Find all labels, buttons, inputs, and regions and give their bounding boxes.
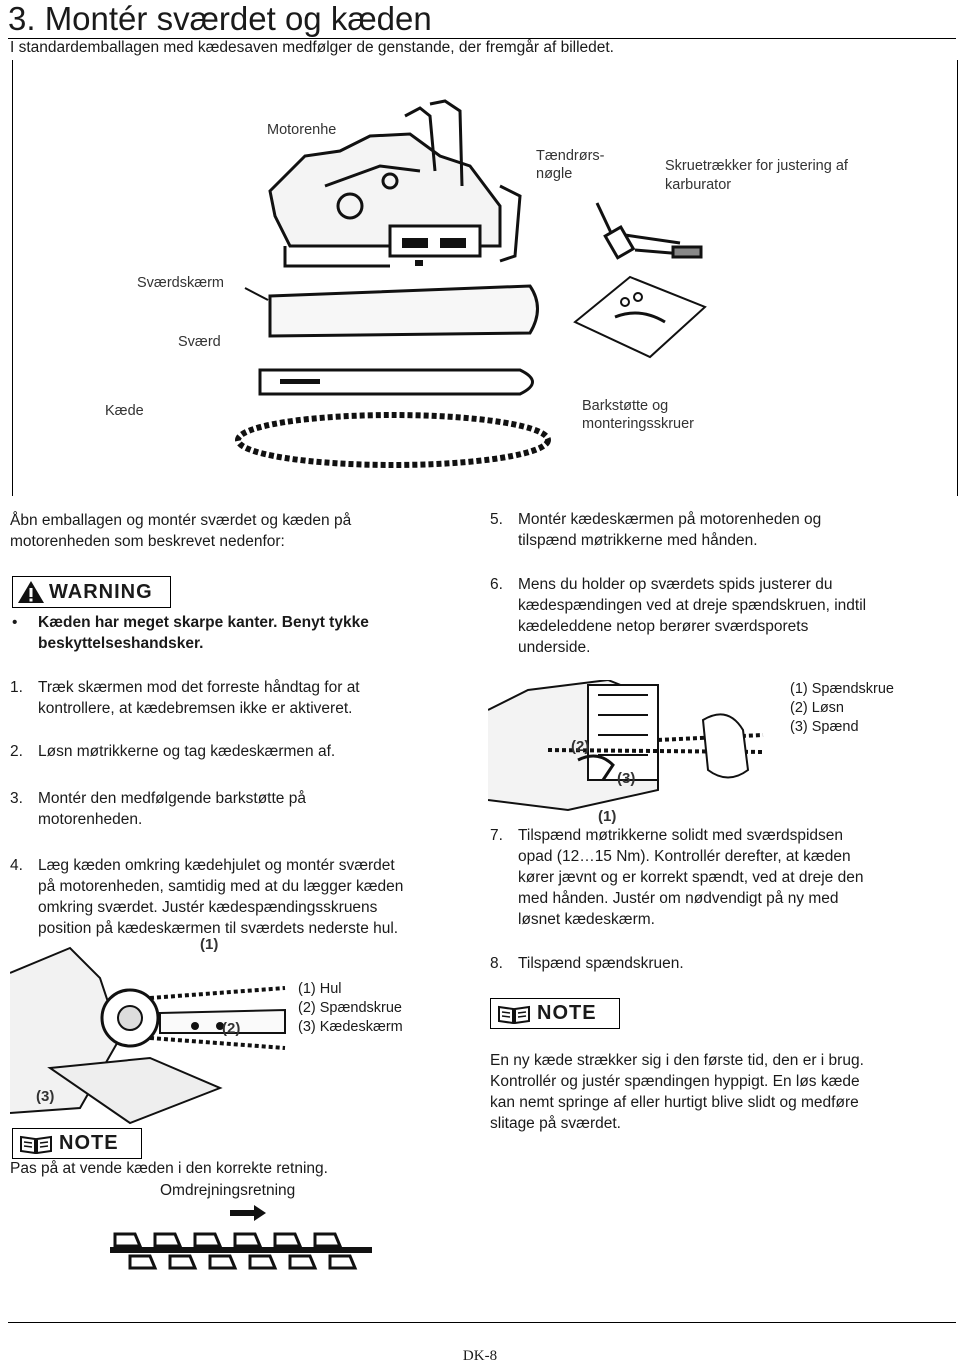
chain-direction-illustration (110, 1226, 372, 1274)
fig2-callout-3: (3) (36, 1088, 55, 1105)
page-number: DK-8 (462, 1348, 498, 1364)
footer-rule (8, 1322, 956, 1323)
bar-guard-illustration (240, 278, 550, 350)
book-icon (19, 1134, 53, 1154)
warning-word: WARNING (49, 580, 153, 603)
label-spark-wrench-2: nøgle (536, 166, 573, 182)
fig3-callout-2: (2) (571, 738, 590, 755)
page-title: 3. Montér sværdet og kæden (8, 0, 432, 37)
step-3: 3. Montér den medfølgende barkstøtte på motorenheden. (10, 790, 306, 828)
step-6: 6. Mens du holder op sværdets spids justerer du kædespændingen ved at dreje spændskruen, indtil kædeleddene netop berører sværdsporets underside. (490, 576, 867, 656)
note-right-line-3: kan nemt springe af eller hurtigt blive slidt og medføre (490, 1094, 859, 1111)
lead-line-2: motorenheden som beskrevet nedenfor: (10, 533, 285, 550)
note-label-right (490, 998, 620, 1029)
bullet-dot: • (12, 614, 18, 631)
fig3-legend-3: (3) Spænd (790, 719, 859, 735)
fig2-legend-2: (2) Spændskrue (298, 1000, 402, 1016)
note-right-line-2: Kontrollér og justér spændingen hyppigt. En løs kæde (490, 1073, 860, 1090)
fig3-callout-1: (1) (598, 808, 617, 825)
label-screwdriver-2: karburator (665, 177, 732, 193)
note-word-right: NOTE (537, 1002, 597, 1024)
warning-label (12, 576, 171, 608)
bark-support-illustration (570, 272, 710, 362)
note-right-line-4: slitage på sværdet. (490, 1115, 621, 1132)
arrow-right-icon (230, 1205, 266, 1221)
warning-bullet-line-1 (12, 612, 369, 633)
step-8: 8. Tilspænd spændskruen. (490, 955, 684, 972)
note-right-line-1: En ny kæde strækker sig i den første tid, den er i brug. (490, 1052, 864, 1069)
spark-wrench-illustration (585, 185, 705, 275)
warning-bullet-line-2: beskyttelseshandsker. (38, 635, 204, 652)
warning-triangle-icon (17, 580, 45, 604)
step-7: 7. Tilspænd møtrikkerne solidt med sværdspidsen opad (12…15 Nm). Kontrollér derefter, at kæden kører jævnt og er korrekt spændt, ved at dreje den med hånden. Justér om nødvendigt på ny med løsnet kædeskærm. (490, 827, 864, 928)
label-chain: Kæde (105, 403, 144, 419)
fig2-callout-2: (2) (222, 1020, 241, 1037)
label-spark-wrench-1: Tændrørs- (536, 148, 605, 164)
step-4: 4. Læg kæden omkring kædehjulet og montér sværdet på motorenheden, samtidig med at du lægger kæden omkring sværdet. Justér kædespændingsskruens position på kædeskærmen til sværdets nederste hul. (10, 857, 404, 937)
fig3-callout-3: (3) (617, 770, 636, 787)
step-2: 2. Løsn møtrikkerne og tag kædeskærmen af. (10, 743, 336, 760)
label-guard: Sværdskærm (137, 275, 225, 291)
fig2-callout-1: (1) (200, 936, 219, 953)
fig2-legend-1: (1) Hul (298, 981, 342, 997)
bar-illustration (250, 362, 550, 402)
warning-bullet-rest: Benyt tykke (277, 614, 369, 631)
intro-text: I standardemballagen med kædesaven medfølger de genstande, der fremgår af billedet. (10, 39, 614, 56)
label-bar: Sværd (178, 334, 221, 350)
tension-adjust-illustration (488, 680, 768, 820)
label-motor: Motorenhe (267, 122, 337, 138)
step-1: 1. Træk skærmen mod det forreste håndtag for at kontrollere, at kædebremsen ikke er aktiveret. (10, 679, 360, 717)
rotation-label: Omdrejningsretning (160, 1182, 296, 1199)
warning-bullet-bold: Kæden har meget skarpe kanter. (38, 614, 278, 631)
note-word-left: NOTE (59, 1132, 119, 1154)
note-label-left (12, 1128, 142, 1159)
fig3-legend-2: (2) Løsn (790, 700, 844, 716)
label-screwdriver-1: Skruetrækker for justering af (665, 158, 848, 174)
fig3-legend-1: (1) Spændskrue (790, 681, 894, 697)
note-text-left: Pas på at vende kæden i den korrekte retning. (10, 1160, 328, 1177)
chain-illustration (228, 405, 558, 475)
lead-line-1: Åbn emballagen og montér sværdet og kæden på (10, 512, 352, 529)
step-5: 5. Montér kædeskærmen på motorenheden og tilspænd møtrikkerne med hånden. (490, 511, 822, 549)
book-icon (497, 1004, 531, 1024)
label-bark-2: monteringsskruer (582, 416, 695, 432)
fig2-legend-3: (3) Kædeskærm (298, 1019, 403, 1035)
label-bark-1: Barkstøtte og (582, 398, 669, 414)
